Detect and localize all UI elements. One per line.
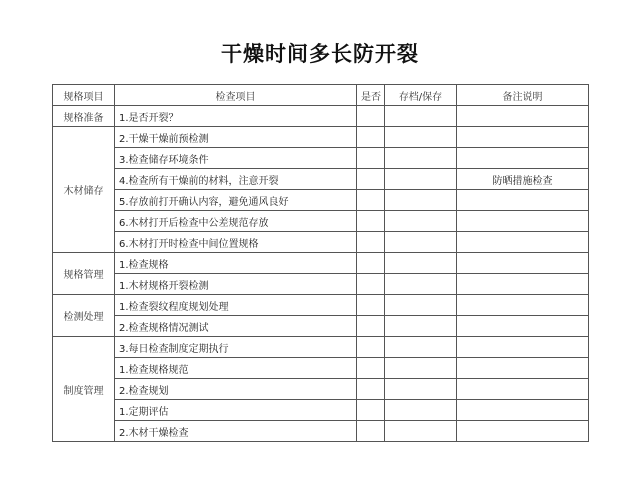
record-cell[interactable] xyxy=(385,211,457,232)
yesno-cell[interactable] xyxy=(357,232,385,253)
record-cell[interactable] xyxy=(385,316,457,337)
item-text: 3.检查储存环境条件 xyxy=(115,148,357,169)
record-cell[interactable] xyxy=(385,169,457,190)
page-title: 干燥时间多长防开裂 xyxy=(221,42,419,66)
table-row xyxy=(53,337,589,358)
item-text: 3.每日检查制度定期执行 xyxy=(115,337,357,358)
note-cell xyxy=(457,190,589,211)
item-text: 1.是否开裂？ xyxy=(115,106,357,127)
yesno-cell[interactable] xyxy=(357,295,385,316)
table-row xyxy=(53,400,589,421)
note-cell xyxy=(457,400,589,421)
note-cell xyxy=(457,358,589,379)
column-header-yesno: 是否 xyxy=(357,85,385,106)
yesno-cell[interactable] xyxy=(357,169,385,190)
yesno-cell[interactable] xyxy=(357,337,385,358)
item-text: 2.木材干燥检查 xyxy=(115,421,357,442)
note-cell xyxy=(457,316,589,337)
yesno-cell[interactable] xyxy=(357,211,385,232)
note-cell xyxy=(457,421,589,442)
table-row xyxy=(53,127,589,148)
item-text: 2.检查规格情况测试 xyxy=(115,316,357,337)
item-text: 2.干燥干燥前预检测 xyxy=(115,127,357,148)
item-text: 1.木材规格开裂检测 xyxy=(115,274,357,295)
record-cell[interactable] xyxy=(385,148,457,169)
table-row xyxy=(53,169,589,190)
item-text: 6.木材打开后检查中公差规范存放 xyxy=(115,211,357,232)
record-cell[interactable] xyxy=(385,337,457,358)
item-text: 1.检查裂纹程度规划处理 xyxy=(115,295,357,316)
record-cell[interactable] xyxy=(385,253,457,274)
yesno-cell[interactable] xyxy=(357,253,385,274)
yesno-cell[interactable] xyxy=(357,148,385,169)
group-label: 规格准备 xyxy=(53,106,115,127)
note-cell: 防晒措施检查 xyxy=(457,169,589,190)
note-cell xyxy=(457,274,589,295)
group-label: 制度管理 xyxy=(53,337,115,442)
table-row xyxy=(53,190,589,211)
yesno-cell[interactable] xyxy=(357,421,385,442)
column-header-category: 规格项目 xyxy=(53,85,115,106)
record-cell[interactable] xyxy=(385,106,457,127)
column-header-note: 备注说明 xyxy=(457,85,589,106)
note-cell xyxy=(457,295,589,316)
record-cell[interactable] xyxy=(385,232,457,253)
table-row xyxy=(53,421,589,442)
table-row xyxy=(53,316,589,337)
record-cell[interactable] xyxy=(385,379,457,400)
table-row xyxy=(53,148,589,169)
column-header-record: 存档/保存 xyxy=(385,85,457,106)
table-body xyxy=(53,106,589,442)
note-cell xyxy=(457,232,589,253)
table-row xyxy=(53,295,589,316)
note-cell xyxy=(457,148,589,169)
yesno-cell[interactable] xyxy=(357,379,385,400)
table-header-row xyxy=(53,85,589,106)
item-text: 2.检查规划 xyxy=(115,379,357,400)
record-cell[interactable] xyxy=(385,295,457,316)
table-row xyxy=(53,253,589,274)
record-cell[interactable] xyxy=(385,190,457,211)
note-cell xyxy=(457,253,589,274)
yesno-cell[interactable] xyxy=(357,358,385,379)
table-row xyxy=(53,211,589,232)
yesno-cell[interactable] xyxy=(357,106,385,127)
table-row xyxy=(53,379,589,400)
checklist-table xyxy=(52,84,589,442)
note-cell xyxy=(457,127,589,148)
table-row xyxy=(53,274,589,295)
group-label: 规格管理 xyxy=(53,253,115,295)
note-cell xyxy=(457,106,589,127)
table-row xyxy=(53,232,589,253)
yesno-cell[interactable] xyxy=(357,127,385,148)
record-cell[interactable] xyxy=(385,358,457,379)
yesno-cell[interactable] xyxy=(357,316,385,337)
group-label: 木材储存 xyxy=(53,127,115,253)
group-label: 检测处理 xyxy=(53,295,115,337)
note-cell xyxy=(457,379,589,400)
note-cell xyxy=(457,211,589,232)
item-text: 4.检查所有干燥前的材料，注意开裂 xyxy=(115,169,357,190)
record-cell[interactable] xyxy=(385,127,457,148)
item-text: 1.检查规格规范 xyxy=(115,358,357,379)
item-text: 5.存放前打开确认内容，避免通风良好 xyxy=(115,190,357,211)
yesno-cell[interactable] xyxy=(357,190,385,211)
yesno-cell[interactable] xyxy=(357,274,385,295)
item-text: 1.检查规格 xyxy=(115,253,357,274)
record-cell[interactable] xyxy=(385,400,457,421)
item-text: 1.定期评估 xyxy=(115,400,357,421)
record-cell[interactable] xyxy=(385,274,457,295)
yesno-cell[interactable] xyxy=(357,400,385,421)
table-row xyxy=(53,358,589,379)
column-header-item: 检查项目 xyxy=(115,85,357,106)
record-cell[interactable] xyxy=(385,421,457,442)
note-cell xyxy=(457,337,589,358)
table-row xyxy=(53,106,589,127)
item-text: 6.木材打开时检查中间位置规格 xyxy=(115,232,357,253)
